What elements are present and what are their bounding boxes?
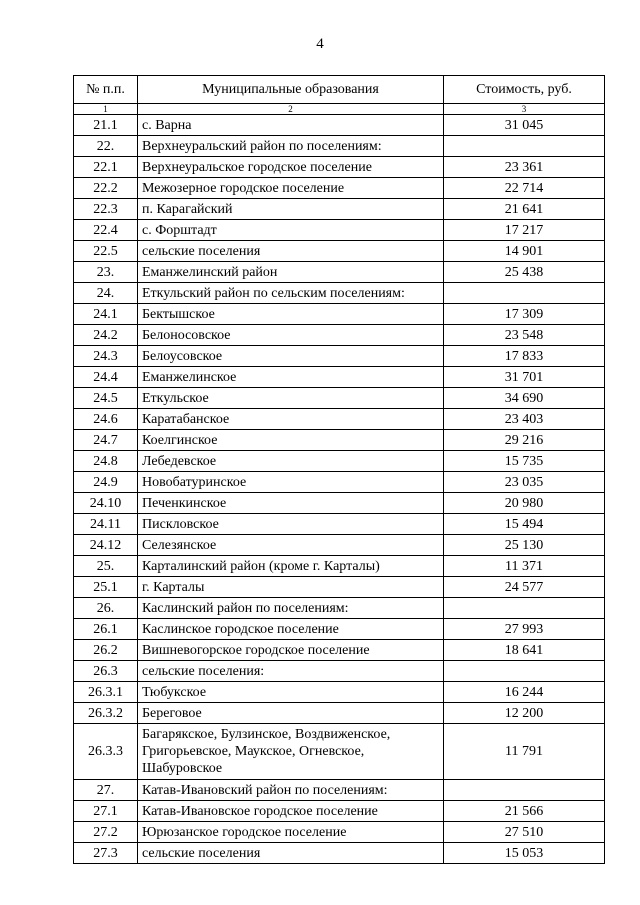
row-municipality: Каслинский район по поселениям: bbox=[138, 598, 444, 619]
table-row bbox=[74, 577, 605, 598]
row-cost: 17 833 bbox=[444, 346, 605, 367]
table-row bbox=[74, 801, 605, 822]
row-cost: 24 577 bbox=[444, 577, 605, 598]
table-row bbox=[74, 682, 605, 703]
row-number: 22.1 bbox=[74, 157, 138, 178]
row-cost bbox=[444, 136, 605, 157]
row-municipality: Новобатуринское bbox=[138, 472, 444, 493]
table-row bbox=[74, 430, 605, 451]
table-row bbox=[74, 724, 605, 780]
table-row bbox=[74, 241, 605, 262]
row-municipality: Еманжелинское bbox=[138, 367, 444, 388]
row-municipality: Багарякское, Булзинское, Воздвиженское, Григорьевское, Маукское, Огневское, Шабуровское bbox=[138, 724, 444, 780]
row-municipality: Катав-Ивановское городское поселение bbox=[138, 801, 444, 822]
row-number: 26.3.2 bbox=[74, 703, 138, 724]
row-cost: 25 438 bbox=[444, 262, 605, 283]
row-cost: 11 371 bbox=[444, 556, 605, 577]
table-row bbox=[74, 367, 605, 388]
table-row bbox=[74, 822, 605, 843]
table-row bbox=[74, 535, 605, 556]
table-row bbox=[74, 640, 605, 661]
table-row bbox=[74, 220, 605, 241]
table-row bbox=[74, 493, 605, 514]
table-row bbox=[74, 115, 605, 136]
table-row bbox=[74, 346, 605, 367]
header-number: № п.п. bbox=[74, 76, 138, 104]
row-number: 24.3 bbox=[74, 346, 138, 367]
row-number: 26.3 bbox=[74, 661, 138, 682]
row-municipality: Каслинское городское поселение bbox=[138, 619, 444, 640]
row-municipality: Еманжелинский район bbox=[138, 262, 444, 283]
row-number: 24.11 bbox=[74, 514, 138, 535]
row-number: 24.5 bbox=[74, 388, 138, 409]
row-cost: 22 714 bbox=[444, 178, 605, 199]
row-number: 26.3.3 bbox=[74, 724, 138, 780]
row-number: 22.3 bbox=[74, 199, 138, 220]
row-municipality: п. Карагайский bbox=[138, 199, 444, 220]
row-cost: 23 548 bbox=[444, 325, 605, 346]
row-municipality: Верхнеуральское городское поселение bbox=[138, 157, 444, 178]
row-number: 24.2 bbox=[74, 325, 138, 346]
column-number-row bbox=[74, 104, 605, 115]
row-cost bbox=[444, 598, 605, 619]
row-municipality: Селезянское bbox=[138, 535, 444, 556]
row-number: 24. bbox=[74, 283, 138, 304]
row-municipality: Пискловское bbox=[138, 514, 444, 535]
row-number: 24.10 bbox=[74, 493, 138, 514]
table-row bbox=[74, 178, 605, 199]
table-row bbox=[74, 304, 605, 325]
table-row bbox=[74, 451, 605, 472]
row-municipality: Белоусовское bbox=[138, 346, 444, 367]
table-row bbox=[74, 472, 605, 493]
row-number: 22.4 bbox=[74, 220, 138, 241]
row-number: 26.1 bbox=[74, 619, 138, 640]
row-cost bbox=[444, 283, 605, 304]
row-municipality: Верхнеуральский район по поселениям: bbox=[138, 136, 444, 157]
table-row bbox=[74, 556, 605, 577]
row-municipality: Еткульский район по сельским поселениям: bbox=[138, 283, 444, 304]
row-cost: 15 494 bbox=[444, 514, 605, 535]
row-municipality: г. Карталы bbox=[138, 577, 444, 598]
table-row bbox=[74, 262, 605, 283]
row-cost bbox=[444, 780, 605, 801]
page-number: 4 bbox=[316, 36, 324, 52]
row-cost: 15 053 bbox=[444, 843, 605, 864]
table-row bbox=[74, 136, 605, 157]
row-municipality: Лебедевское bbox=[138, 451, 444, 472]
row-cost: 11 791 bbox=[444, 724, 605, 780]
row-cost: 21 566 bbox=[444, 801, 605, 822]
header-cost: Стоимость, руб. bbox=[444, 76, 605, 104]
row-municipality: Белоносовское bbox=[138, 325, 444, 346]
row-cost: 27 510 bbox=[444, 822, 605, 843]
table-row bbox=[74, 619, 605, 640]
table-row bbox=[74, 409, 605, 430]
row-cost: 16 244 bbox=[444, 682, 605, 703]
row-cost: 25 130 bbox=[444, 535, 605, 556]
row-cost: 29 216 bbox=[444, 430, 605, 451]
row-number: 27.3 bbox=[74, 843, 138, 864]
table-row bbox=[74, 199, 605, 220]
row-cost bbox=[444, 661, 605, 682]
row-number: 27. bbox=[74, 780, 138, 801]
row-number: 24.8 bbox=[74, 451, 138, 472]
table-row bbox=[74, 388, 605, 409]
row-cost: 31 045 bbox=[444, 115, 605, 136]
row-cost: 23 403 bbox=[444, 409, 605, 430]
row-number: 26.2 bbox=[74, 640, 138, 661]
row-cost: 34 690 bbox=[444, 388, 605, 409]
row-cost: 15 735 bbox=[444, 451, 605, 472]
row-cost: 23 035 bbox=[444, 472, 605, 493]
row-municipality: Каратабанское bbox=[138, 409, 444, 430]
row-number: 24.7 bbox=[74, 430, 138, 451]
table-row bbox=[74, 157, 605, 178]
table-row bbox=[74, 843, 605, 864]
row-municipality: сельские поселения bbox=[138, 241, 444, 262]
row-number: 22.2 bbox=[74, 178, 138, 199]
table-row bbox=[74, 661, 605, 682]
column-number: 3 bbox=[444, 104, 605, 115]
row-number: 27.2 bbox=[74, 822, 138, 843]
row-municipality: с. Форштадт bbox=[138, 220, 444, 241]
row-number: 24.6 bbox=[74, 409, 138, 430]
row-number: 27.1 bbox=[74, 801, 138, 822]
row-cost: 17 217 bbox=[444, 220, 605, 241]
row-number: 22. bbox=[74, 136, 138, 157]
row-municipality: Тюбукское bbox=[138, 682, 444, 703]
row-municipality: Катав-Ивановский район по поселениям: bbox=[138, 780, 444, 801]
row-cost: 14 901 bbox=[444, 241, 605, 262]
row-municipality: сельские поселения: bbox=[138, 661, 444, 682]
row-cost: 18 641 bbox=[444, 640, 605, 661]
row-number: 24.9 bbox=[74, 472, 138, 493]
table-row bbox=[74, 780, 605, 801]
row-cost: 12 200 bbox=[444, 703, 605, 724]
row-municipality: Карталинский район (кроме г. Карталы) bbox=[138, 556, 444, 577]
row-cost: 31 701 bbox=[444, 367, 605, 388]
table-row bbox=[74, 598, 605, 619]
row-cost: 21 641 bbox=[444, 199, 605, 220]
row-municipality: Юрюзанское городское поселение bbox=[138, 822, 444, 843]
row-number: 21.1 bbox=[74, 115, 138, 136]
row-number: 26.3.1 bbox=[74, 682, 138, 703]
table-row bbox=[74, 325, 605, 346]
row-municipality: с. Варна bbox=[138, 115, 444, 136]
row-number: 25. bbox=[74, 556, 138, 577]
row-number: 26. bbox=[74, 598, 138, 619]
cost-table bbox=[73, 75, 605, 864]
row-cost: 17 309 bbox=[444, 304, 605, 325]
table-row bbox=[74, 703, 605, 724]
row-municipality: Береговое bbox=[138, 703, 444, 724]
row-cost: 23 361 bbox=[444, 157, 605, 178]
table-row bbox=[74, 283, 605, 304]
row-number: 23. bbox=[74, 262, 138, 283]
column-number: 2 bbox=[138, 104, 444, 115]
row-municipality: Коелгинское bbox=[138, 430, 444, 451]
row-number: 24.4 bbox=[74, 367, 138, 388]
row-number: 22.5 bbox=[74, 241, 138, 262]
table-header-row bbox=[74, 76, 605, 104]
row-municipality: Бектышское bbox=[138, 304, 444, 325]
row-municipality: Вишневогорское городское поселение bbox=[138, 640, 444, 661]
row-cost: 20 980 bbox=[444, 493, 605, 514]
row-municipality: Межозерное городское поселение bbox=[138, 178, 444, 199]
column-number: 1 bbox=[74, 104, 138, 115]
row-number: 25.1 bbox=[74, 577, 138, 598]
row-municipality: Еткульское bbox=[138, 388, 444, 409]
row-municipality: Печенкинское bbox=[138, 493, 444, 514]
row-number: 24.1 bbox=[74, 304, 138, 325]
row-cost: 27 993 bbox=[444, 619, 605, 640]
table-row bbox=[74, 514, 605, 535]
row-municipality: сельские поселения bbox=[138, 843, 444, 864]
row-number: 24.12 bbox=[74, 535, 138, 556]
header-municipality: Муниципальные образования bbox=[138, 76, 444, 104]
